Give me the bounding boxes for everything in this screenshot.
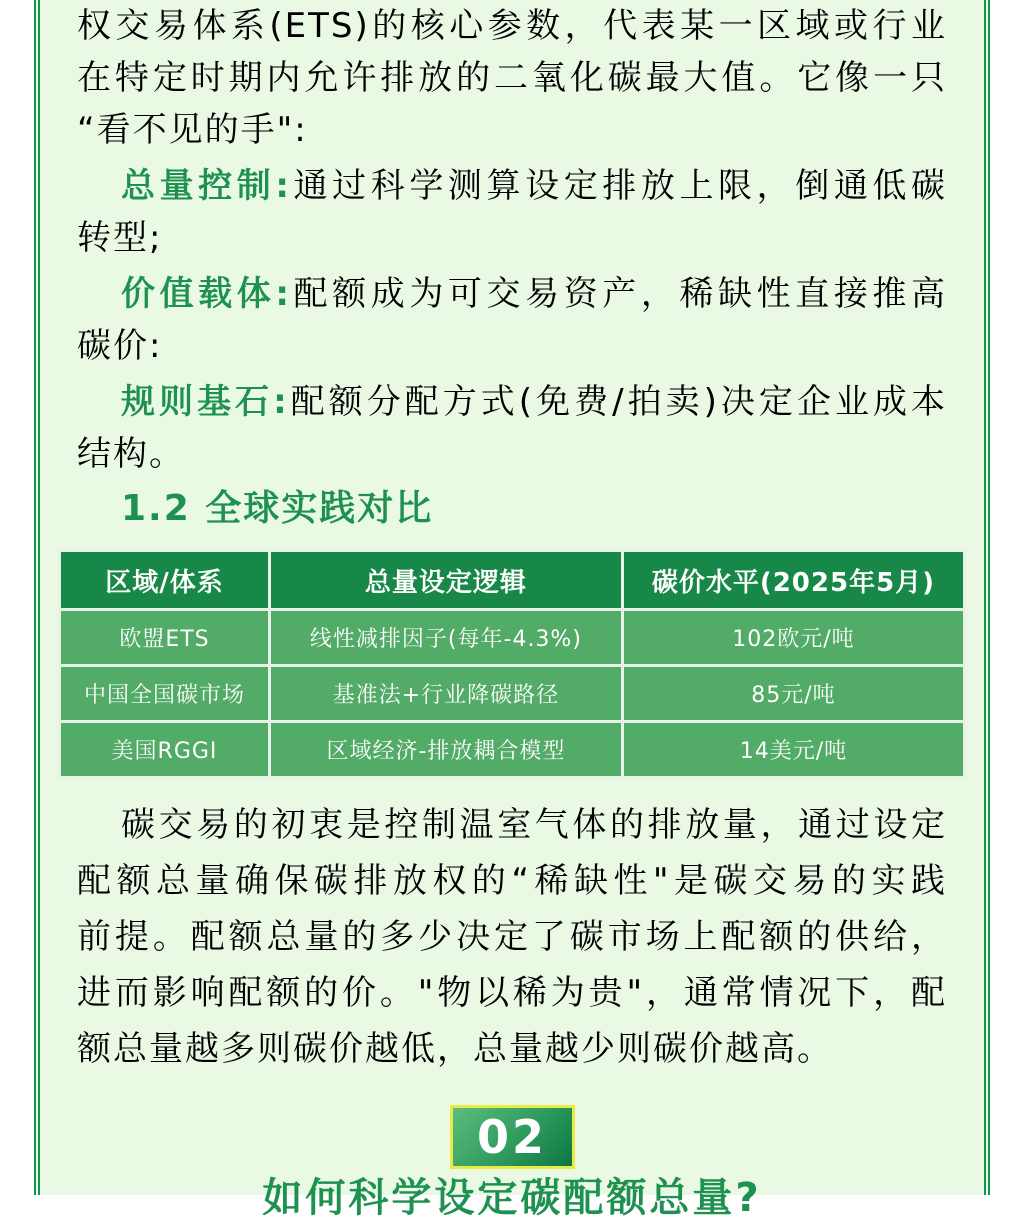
text-line: 权交易体系(ETS)的核心参数，代表某一区域或行业 — [77, 6, 947, 46]
article-card — [34, 0, 990, 1221]
table-header-region: 区域/体系 — [60, 551, 270, 610]
bullet-lead-label: 价值载体: — [121, 274, 291, 314]
table-header-price: 碳价水平(2025年5月) — [622, 551, 964, 610]
bullet-lead-label: 规则基石: — [121, 382, 289, 422]
table-cell-price: 85元/吨 — [622, 666, 964, 722]
bullet-text: 通过科学测算设定排放上限，倒通低碳 — [290, 166, 947, 206]
bullet-paragraph-volume-control — [77, 160, 947, 264]
comparison-table — [58, 549, 966, 779]
table-row-china-market — [60, 666, 965, 722]
section-number-badge: 02 — [450, 1105, 575, 1169]
table-cell-logic: 基准法+行业降碳路径 — [269, 666, 622, 722]
table-header-row — [60, 551, 965, 610]
text-line: 前提。配额总量的多少决定了碳市场上配额的供给， — [77, 917, 947, 957]
table-cell-region: 中国全国碳市场 — [60, 666, 270, 722]
table-cell-price: 14美元/吨 — [622, 722, 964, 778]
text-line: 配额总量确保碳排放权的“稀缺性"是碳交易的实践 — [77, 861, 947, 901]
text-line: 结构。 — [77, 434, 185, 474]
text-line — [77, 376, 947, 428]
intro-paragraph — [77, 0, 947, 156]
text-line: “看不见的手": — [77, 110, 308, 150]
subsection-heading: 1.2 全球实践对比 — [121, 488, 434, 529]
text-line: 转型; — [77, 218, 163, 258]
next-section-heading: 如何科学设定碳配额总量? — [262, 1175, 762, 1221]
text-line: 碳交易的初衷是控制温室气体的排放量，通过设定 — [121, 805, 947, 845]
bullet-text: 配额分配方式(免费/拍卖)决定企业成本 — [288, 382, 947, 422]
table-header-logic: 总量设定逻辑 — [269, 551, 622, 610]
table-cell-logic: 区域经济-排放耦合模型 — [269, 722, 622, 778]
bullet-lead-label: 总量控制: — [121, 166, 291, 206]
lower-text-block — [40, 797, 984, 1077]
table-row-us-rggi — [60, 722, 965, 778]
table-row-eu-ets — [60, 610, 965, 666]
text-line — [77, 268, 947, 320]
bullet-paragraph-rule-foundation — [77, 376, 947, 480]
text-line: 在特定时期内允许排放的二氧化碳最大值。它像一只 — [77, 58, 947, 98]
text-line: 碳价: — [77, 326, 163, 366]
text-line — [77, 160, 947, 212]
upper-text-block — [40, 0, 984, 532]
text-line: 进而影响配额的价。"物以稀为贵"，通常情况下，配 — [77, 973, 947, 1013]
table-cell-logic: 线性减排因子(每年-4.3%) — [269, 610, 622, 666]
table-cell-region: 欧盟ETS — [60, 610, 270, 666]
table-cell-region: 美国RGGI — [60, 722, 270, 778]
bullet-paragraph-value-carrier — [77, 268, 947, 372]
text-line: 额总量越多则碳价越低，总量越少则碳价越高。 — [77, 1029, 833, 1069]
bullet-text: 配额成为可交易资产，稀缺性直接推高 — [290, 274, 947, 314]
table-cell-price: 102欧元/吨 — [622, 610, 964, 666]
summary-paragraph — [77, 797, 947, 1077]
